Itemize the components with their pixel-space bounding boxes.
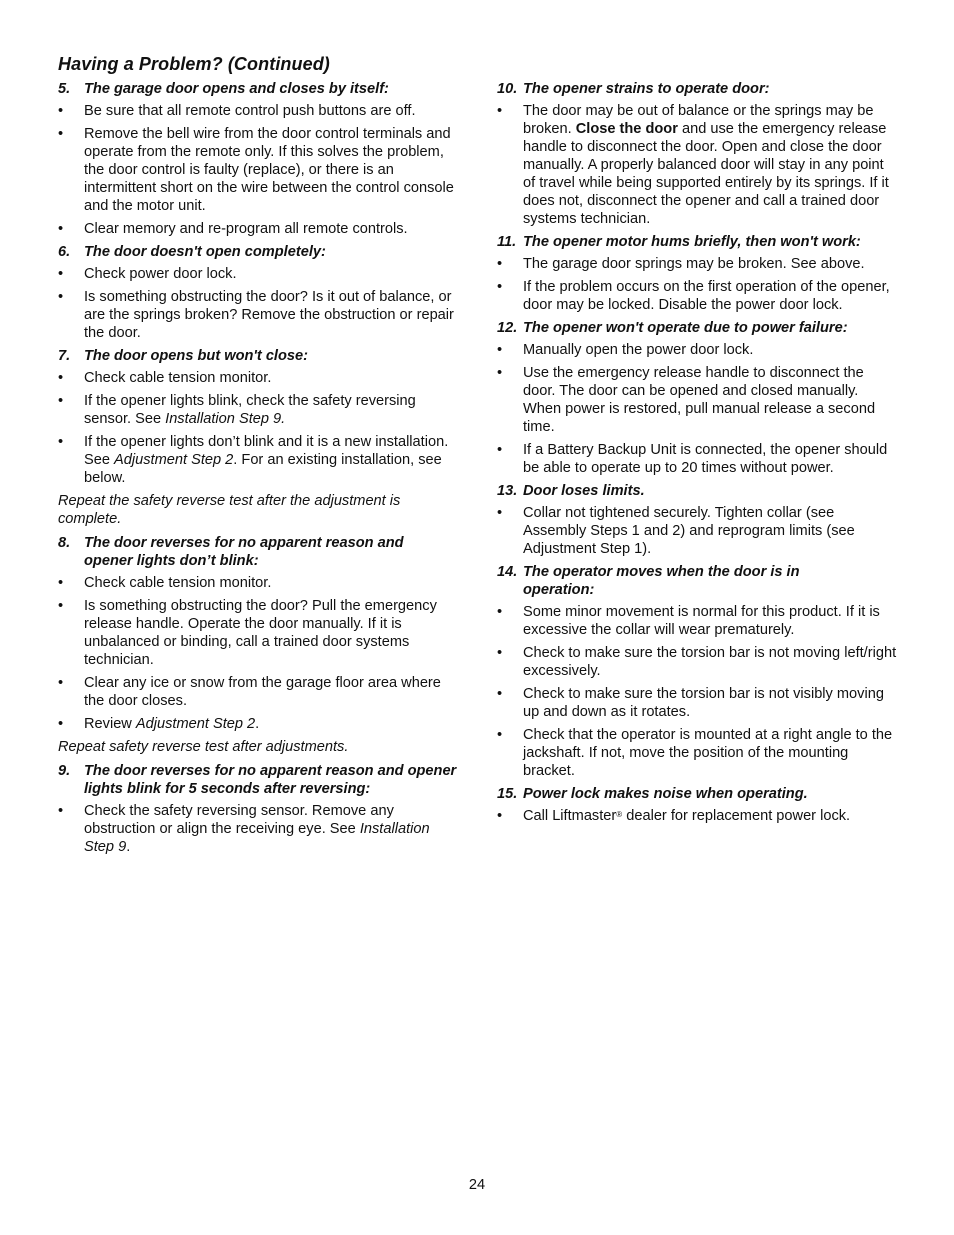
section-number: 7. <box>58 348 71 364</box>
list-item: • Manually open the power door lock. <box>497 342 754 358</box>
section-note: Repeat safety reverse test after adjustments. <box>58 739 349 755</box>
left-column <box>58 80 460 861</box>
section-heading <box>497 80 899 98</box>
section-title: The operator moves when the door is in operation: <box>523 564 800 598</box>
bullet-glyph: • <box>497 279 503 295</box>
section-title: The opener motor hums briefly, then won't work: <box>523 234 861 250</box>
bullet-glyph: • <box>497 103 503 119</box>
bullet-glyph: • <box>58 675 64 691</box>
list-item: • Is something obstructing the door? Is it out of balance, or are the springs broken? Remove the obstruction or repair the door. <box>58 289 454 341</box>
bullet-glyph: • <box>58 289 64 305</box>
section-10 <box>497 80 899 228</box>
section-13 <box>497 482 899 558</box>
bullet-glyph: • <box>497 365 503 381</box>
section-note: Repeat the safety reverse test after the adjustment is complete. <box>58 493 401 527</box>
bullet-glyph: • <box>58 434 64 450</box>
bullet-list <box>58 102 460 238</box>
list-item: • Collar not tightened securely. Tighten collar (see Assembly Steps 1 and 2) and reprogram limits (see Adjustment Step 1). <box>497 505 855 557</box>
section-number: 11. <box>497 234 517 250</box>
section-title: The garage door opens and closes by itself: <box>84 81 389 97</box>
bullet-list <box>497 603 899 780</box>
section-number: 8. <box>58 535 71 551</box>
list-item: • Check that the operator is mounted at a right angle to the jackshaft. If not, move the position of the mounting bracket. <box>497 727 893 779</box>
step-reference: Adjustment Step 2 <box>135 716 256 732</box>
section-11 <box>497 233 899 314</box>
list-item: • Remove the bell wire from the door control terminals and operate from the remote only. If this solves the problem, the door control is faulty (replace), or there is an intermittent short on the wire between the control console and the motor unit. <box>58 126 454 214</box>
list-item: • The door may be out of balance or the springs may be broken. Close the door and use the emergency release handle to disconnect the door. Open and close the door manually. A properly balanced door will stay in any point of travel while being supported entirely by its springs. If it does not, disconnect the opener and call a trained door systems technician. <box>497 103 889 227</box>
section-heading <box>497 233 899 251</box>
section-heading <box>497 482 899 500</box>
bullet-list <box>58 802 460 856</box>
section-12 <box>497 319 899 477</box>
list-item: • The garage door springs may be broken. See above. <box>497 256 865 272</box>
bullet-glyph: • <box>497 645 503 661</box>
section-heading <box>58 347 460 365</box>
bullet-list <box>58 574 460 733</box>
section-6 <box>58 243 460 342</box>
registered-mark: ® <box>616 810 623 819</box>
section-title: The opener strains to operate door: <box>523 81 770 97</box>
section-heading <box>58 762 460 798</box>
section-7 <box>58 347 460 528</box>
bullet-glyph: • <box>497 442 503 458</box>
bullet-glyph: • <box>497 686 503 702</box>
bullet-list <box>497 504 899 558</box>
list-item: • Some minor movement is normal for this product. If it is excessive the collar will wear prematurely. <box>497 604 880 638</box>
section-title: The opener won't operate due to power failure: <box>523 320 848 336</box>
section-number: 13. <box>497 483 518 499</box>
bullet-glyph: • <box>497 604 503 620</box>
section-14 <box>497 563 899 780</box>
list-item: • Is something obstructing the door? Pull the emergency release handle. Operate the door manually. If it is unbalanced or binding, call a trained door systems technician. <box>58 598 437 668</box>
section-title: The door doesn't open completely: <box>84 244 326 260</box>
bullet-glyph: • <box>497 256 503 272</box>
list-item: • Check to make sure the torsion bar is not moving left/right excessively. <box>497 645 897 679</box>
list-item: • Check cable tension monitor. <box>58 575 272 591</box>
section-title: The door opens but won't close: <box>84 348 308 364</box>
section-heading <box>58 534 460 570</box>
section-heading <box>58 243 460 261</box>
list-item: • Use the emergency release handle to disconnect the door. The door can be opened and closed manually. When power is restored, pull manual release a second time. <box>497 365 876 435</box>
section-number: 5. <box>58 81 71 97</box>
list-item: • Review Adjustment Step 2. <box>58 716 260 732</box>
list-item: • Check the safety reversing sensor. Remove any obstruction or align the receiving eye. See Installation Step 9. <box>58 803 430 855</box>
bullet-glyph: • <box>497 342 503 358</box>
bullet-list <box>58 369 460 487</box>
list-item: • If a Battery Backup Unit is connected, the opener should be able to operate up to 20 times without power. <box>497 442 888 476</box>
right-column <box>497 80 899 830</box>
bullet-glyph: • <box>58 803 64 819</box>
list-item: • If the opener lights don’t blink and it is a new installation. See Adjustment Step 2. For an existing installation, see below. <box>58 434 449 486</box>
bullet-list <box>497 341 899 477</box>
bullet-glyph: • <box>497 505 503 521</box>
list-item: • Check cable tension monitor. <box>58 370 272 386</box>
list-item: • If the opener lights blink, check the safety reversing sensor. See Installation Step 9. <box>58 393 416 427</box>
bullet-list <box>58 265 460 342</box>
section-9 <box>58 762 460 856</box>
section-5 <box>58 80 460 238</box>
section-number: 12. <box>497 320 518 336</box>
list-item: • Check power door lock. <box>58 266 237 282</box>
section-number: 9. <box>58 763 71 779</box>
section-heading <box>497 785 899 803</box>
bullet-glyph: • <box>58 126 64 142</box>
bullet-glyph: • <box>497 808 503 824</box>
section-number: 15. <box>497 786 518 802</box>
bullet-list <box>497 807 899 825</box>
page-title: Having a Problem? (Continued) <box>58 54 330 74</box>
bullet-glyph: • <box>58 716 64 732</box>
bullet-glyph: • <box>58 598 64 614</box>
step-reference: Installation Step 9. <box>165 411 286 427</box>
bullet-list <box>497 102 899 228</box>
list-item: • Clear any ice or snow from the garage floor area where the door closes. <box>58 675 441 709</box>
section-heading <box>497 563 899 599</box>
bullet-glyph: • <box>58 103 64 119</box>
list-item: • Be sure that all remote control push buttons are off. <box>58 103 416 119</box>
section-heading <box>497 319 899 337</box>
step-reference: Installation Step 9 <box>84 821 430 855</box>
section-number: 6. <box>58 244 71 260</box>
section-number: 10. <box>497 81 518 97</box>
section-number: 14. <box>497 564 518 580</box>
section-title: The door reverses for no apparent reason and opener lights don’t blink: <box>84 535 404 569</box>
section-8 <box>58 534 460 756</box>
bullet-list <box>497 255 899 314</box>
section-title: Power lock makes noise when operating. <box>523 786 808 802</box>
bullet-glyph: • <box>58 575 64 591</box>
bullet-glyph: • <box>58 370 64 386</box>
section-title: The door reverses for no apparent reason and opener lights blink for 5 seconds after reversing: <box>84 763 457 797</box>
list-item: • Clear memory and re-program all remote controls. <box>58 221 408 237</box>
list-item: • If the problem occurs on the first operation of the opener, door may be locked. Disable the power door lock. <box>497 279 890 313</box>
section-15 <box>497 785 899 825</box>
bullet-glyph: • <box>497 727 503 743</box>
list-item: • Check to make sure the torsion bar is not visibly moving up and down as it rotates. <box>497 686 884 720</box>
bullet-glyph: • <box>58 221 64 237</box>
section-title: Door loses limits. <box>523 483 645 499</box>
bullet-glyph: • <box>58 266 64 282</box>
section-heading <box>58 80 460 98</box>
emphasis-text: Close the door <box>575 121 678 137</box>
bullet-glyph: • <box>58 393 64 409</box>
list-item: • Call Liftmaster® dealer for replacement power lock. <box>497 808 851 824</box>
page-number: 24 <box>468 1177 486 1193</box>
step-reference: Adjustment Step 2 <box>114 452 234 468</box>
